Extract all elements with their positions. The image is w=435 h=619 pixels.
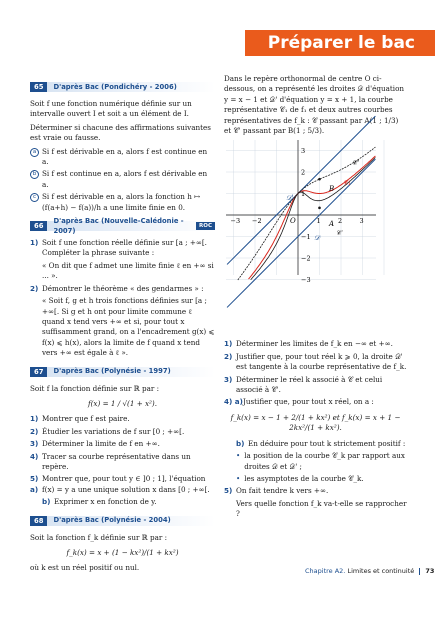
list-item: • la position de la courbe 𝒞_k par rapport aux droites 𝒟 et 𝒟' ; [224,451,407,472]
exercise-text: Dans le repère orthonormal de centre O ci-dessous, on a représenté les droites 𝒟 d'équation y = x − 1 et 𝒟' d'équation y = x + 1, la courbe représentative 𝒞₁ de f₁ et deux autres courbes représentatives de f_k : 𝒞 passant par A(1 ; 1/3) et 𝒞' passant par B(1 ; 5/3). [224,74,405,136]
item-text: Étudier les variations de f sur [0 ; +∞[. [42,426,185,436]
axis-ticks [231,147,364,284]
item-text: Si f est dérivable en a, alors f est continue en a. [42,146,208,167]
list-item: 3) Déterminer le réel k associé à 𝒞 et celui associé à 𝒞'. [224,375,407,396]
y-tick-label: −1 [301,233,311,241]
label-c1: 𝒞₁ [343,179,351,187]
exercise-67-header [30,367,215,377]
y-tick-label: 3 [301,147,306,155]
list-item [30,147,215,168]
roc-badge: ROC [196,222,215,230]
list-item: 2) Démontrer le théorème « des gendarmes » : [30,283,204,293]
y-tick-label: 1 [301,190,306,198]
x-tick-label: −2 [252,217,262,225]
list-item: 1) Déterminer les limites de f_k en −∞ et +∞. [224,339,393,349]
list-item: 5) a) Montrer que, pour tout y ∈ ]0 ; 1], l'équation f(x) = y a une unique solution x dans [0 ; +∞[. [30,474,215,495]
footer-chapter: Chapitre A2. [305,567,346,575]
list-item: 4) Tracer sa courbe représentative dans un repère. [30,452,215,473]
list-item: 1) Montrer que f est paire. [30,414,130,424]
exercise-text: où k est un réel positif ou nul. [30,563,140,573]
label-d-prime: 𝒟' [286,194,294,202]
x-tick-label: 1 [316,217,321,225]
item-text: Justifier que, pour tout réel k ⩾ 0, la droite 𝒟' est tangente à la courbe représentative de f_k. [236,351,407,372]
y-tick-label: 2 [301,168,306,177]
exercise-65-header [30,82,215,92]
formula: f(x) = 1 / √(1 + x²). [87,398,158,408]
item-text: Déterminer le réel k associé à 𝒞 et celui associé à 𝒞'. [236,374,383,395]
list-item: 2) Justifier que, pour tout réel k ⩾ 0, la droite 𝒟' est tangente à la courbe représentative de f_k. [224,351,407,372]
list-item [30,296,215,358]
item-text: « On dit que f admet une limite finie ℓ en +∞ si ... ». [42,260,214,281]
page-footer [305,567,434,575]
item-text: Déterminer les limites de f_k en −∞ et +∞. [236,339,393,349]
formula: f_k(x) = x − 1 + 2/(1 + kx²) et f_k(x) = x + 1 − 2kx²/(1 + kx²). [230,412,401,433]
y-tick-label: −2 [301,254,311,263]
section-banner: Préparer le bac [245,30,435,56]
exercise-title: D'après Bac (Polynésie - 2004) [53,516,171,525]
item-text: Soit f une fonction réelle définie sur [a ; +∞[. Compléter la phrase suivante : [42,238,207,258]
item-text: Montrer que, pour tout y ∈ ]0 ; 1], l'équation f(x) = y a une unique solution x dans [0 ; +∞[. [42,474,210,494]
list-item [30,261,215,282]
list-item: • les asymptotes de la courbe 𝒞_k. [236,473,364,483]
list-item: b) En déduire pour tout k strictement positif : [236,438,406,448]
item-text: la position de la courbe 𝒞_k par rapport aux droites 𝒟 et 𝒟' ; [244,451,405,471]
list-item: 1) Soit f une fonction réelle définie sur [a ; +∞[. Compléter la phrase suivante : [30,238,215,259]
item-text: Justifier que, pour tout x réel, on a : [242,397,374,407]
exercise-text: Soit f la fonction définie sur ℝ par : [30,383,160,393]
y-tick-label: −3 [301,276,311,284]
curve-c1 [249,156,376,279]
list-item [30,192,215,213]
left-column [30,74,215,577]
point-b [318,178,321,181]
exercise-number: 68 [30,516,47,526]
list-item [224,499,407,520]
item-text: Déterminer la limite de f en +∞. [42,439,160,449]
exercise-number: 67 [30,367,47,377]
label-d: 𝒟 [314,234,320,242]
list-item [30,169,215,190]
label-a: A [329,220,335,228]
x-tick-label: 3 [359,217,364,225]
item-text: Démontrer le théorème « des gendarmes » : [42,283,204,293]
item-text: Tracer sa courbe représentative dans un repère. [42,451,191,471]
exercise-number: 65 [30,82,47,92]
curve-c [251,158,376,280]
function-graph [226,140,376,284]
item-text: Montrer que f est paire. [42,414,130,424]
footer-title: Limites et continuité [347,567,415,575]
exercise-text: Déterminer si chacune des affirmations suivantes est vraie ou fausse. [30,122,211,143]
exercise-title: D'après Bac (Nouvelle-Calédonie - 2007) [53,216,184,236]
list-item: 2) Étudier les variations de f sur [0 ; +∞[. [30,426,185,436]
item-label: c [30,193,39,202]
exercise-text: Soit la fonction f_k définie sur ℝ par : [30,532,167,542]
item-text: Si f est continue en a, alors f est dérivable en a. [42,169,208,189]
item-label: a [30,148,39,157]
x-tick-label: −3 [230,217,241,225]
label-c: 𝒞 [336,229,342,237]
label-b: B [329,185,335,193]
x-tick-label: 2 [338,217,343,225]
item-text: En déduire pour tout k strictement positif : [248,438,406,448]
list-item: 4) a) Justifier que, pour tout x réel, on a : [224,397,374,407]
item-text: On fait tendre k vers +∞. [236,486,329,496]
exercise-number: 66 [30,221,47,231]
exercise-66-header [30,216,215,236]
item-text: Vers quelle fonction f_k va-t-elle se rapprocher ? [236,498,407,519]
point-a [318,207,321,210]
label-c-prime: 𝒞' [352,159,360,167]
list-item: 3) Déterminer la limite de f en +∞. [30,439,160,449]
exercise-title: D'après Bac (Polynésie - 1997) [53,367,171,376]
exercise-title: D'après Bac (Pondichéry - 2006) [53,82,177,91]
footer-separator [419,568,420,575]
item-text: « Soit f, g et h trois fonctions définies sur [a ; +∞[. Si g et h ont pour limite commune ℓ quand x tend vers +∞ et si, pour tout x suffisamment grand, on a l'encadrement g(x) ⩽ f(x) ⩽ h(x), alors la limite de f quand x tend vers +∞ est égale à ℓ ». [42,296,215,358]
exercise-68-header [30,516,215,526]
item-text: Si f est dérivable en a, alors la fonction h ↦ (f(a+h) − f(a))/h a une limite finie en 0. [42,192,201,212]
item-label: b [30,170,39,179]
exercise-text: Soit f une fonction numérique définie sur un intervalle ouvert I et soit a un élément de I. [30,99,192,119]
label-o: O [290,217,296,225]
item-text: les asymptotes de la courbe 𝒞_k. [244,473,364,483]
list-item: b) Exprimer x en fonction de y. [42,497,157,507]
list-item: 5) On fait tendre k vers +∞. [224,486,329,496]
page-number: 73 [425,567,435,575]
formula: f_k(x) = x + (1 − kx²)/(1 + kx²) [66,548,179,557]
item-text: Exprimer x en fonction de y. [54,497,157,507]
